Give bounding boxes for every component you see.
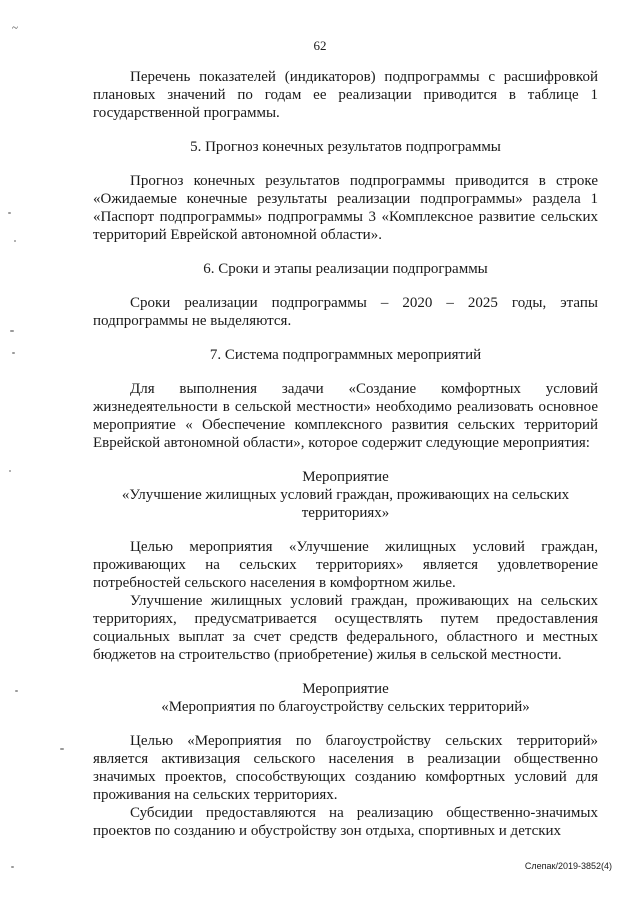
paragraph: Субсидии предоставляются на реализацию общественно-значимых проектов по созданию и обустройству зон отдыха, спортивных и детских [93,805,598,839]
paragraph: Перечень показателей (индикаторов) подпрограммы с расшифровкой плановых значений по годам ее реализации приводится в таблице 1 государственной программы. [93,69,598,121]
paragraph: Целью мероприятия «Улучшение жилищных условий граждан, проживающих на сельских территориях» является удовлетворение потребностей сельского населения в комфортном жилье. [93,539,598,591]
paragraph: Целью «Мероприятия по благоустройству сельских территорий» является активизация сельского населения в реализации общественно значимых проектов, способствующих созданию комфортных условий для проживания на сельских территориях. [93,733,598,803]
margin-mark: ~ [12,22,18,34]
scan-speck [60,748,64,750]
activity-title: Мероприятие [302,681,389,697]
activity-name: «Улучшение жилищных условий граждан, проживающих на сельских территориях» [121,487,570,521]
section-heading: 6. Сроки и этапы реализации подпрограммы [203,261,488,277]
document-code: Слепак/2019-3852(4) [524,861,612,871]
scan-speck [9,470,11,472]
scan-speck [14,240,16,242]
section-heading: 5. Прогноз конечных результатов подпрограммы [190,139,501,155]
paragraph: Улучшение жилищных условий граждан, проживающих на сельских территориях, предусматривается осуществлять путем предоставления социальных выплат за счет средств федерального, областного и местных бюджетов на строительство (приобретение) жилья в сельской местности. [93,593,598,663]
page-number: 62 [313,38,327,53]
scan-speck [8,212,11,214]
section-heading: 7. Система подпрограммных мероприятий [209,347,482,363]
scan-speck [10,330,14,332]
activity-name: «Мероприятия по благоустройству сельских территорий» [161,699,530,715]
scan-speck [15,690,18,692]
paragraph: Прогноз конечных результатов подпрограммы приводится в строке «Ожидаемые конечные результаты реализации подпрограммы» раздела 1 «Паспорт подпрограммы» подпрограммы 3 «Комплексное развитие сельских территорий Еврейской автономной области». [93,173,598,243]
scan-speck [12,352,15,354]
document-body [93,68,598,840]
scan-speck [11,866,14,868]
activity-title: Мероприятие [302,469,389,485]
paragraph: Для выполнения задачи «Создание комфортных условий жизнедеятельности в сельской местности» необходимо реализовать основное мероприятие « Обеспечение комплексного развития сельских территорий Еврейской автономной области», которое содержит следующие мероприятия: [93,381,598,451]
paragraph: Сроки реализации подпрограммы – 2020 – 2025 годы, этапы подпрограммы не выделяются. [93,295,598,329]
